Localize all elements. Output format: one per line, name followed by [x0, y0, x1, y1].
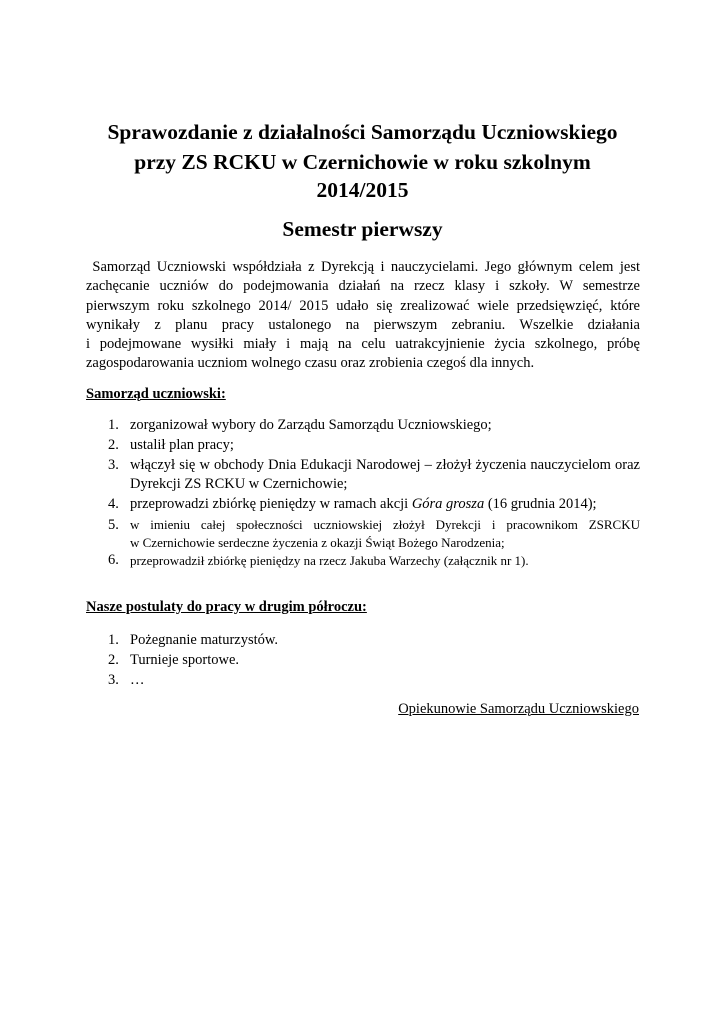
intro-line: Samorząd Uczniowski współdziała z Dyrekcją i nauczycielami. Jego głównym celem jest — [86, 259, 640, 275]
section-subtitle: Semestr pierwszy — [282, 217, 443, 241]
intro-line: zachęcanie uczniów do podejmowania działań na rzecz klasy i szkoły. W semestrze — [86, 278, 640, 295]
list-text: Pożegnanie maturzystów. — [130, 632, 279, 648]
list-text — [130, 495, 640, 514]
list-text — [130, 456, 640, 495]
list-text — [130, 436, 640, 455]
list-text-line: zorganizował wybory do Zarządu Samorządu Uczniowskiego; — [130, 417, 492, 433]
list-number: 3. — [108, 457, 119, 473]
list-text-part: (16 grudnia 2014); — [484, 496, 597, 512]
list-text — [130, 516, 640, 552]
list-number: 4. — [108, 496, 119, 512]
list-number: 3. — [108, 672, 119, 688]
intro-paragraph — [86, 258, 640, 374]
list-number: 5. — [108, 517, 119, 533]
document-title-line-1: Sprawozdanie z działalności Samorządu Uczniowskiego — [107, 120, 618, 144]
list-text-line: włączył się w obchody Dnia Edukacji Narodowej – złożył życzenia nauczycielom oraz — [130, 457, 640, 473]
list-number: 6. — [108, 552, 119, 568]
section-heading-postulaty: Nasze postulaty do pracy w drugim półroczu: — [86, 599, 367, 615]
list-text: Turnieje sportowe. — [130, 652, 240, 668]
list-text-line: w imieniu całej społeczności uczniowskiej złożył Dyrekcji i pracownikom ZSRCKU — [130, 517, 640, 532]
list-text-line: przeprowadził zbiórkę pieniędzy na rzecz Jakuba Warzechy (załącznik nr 1). — [130, 553, 529, 568]
list-text-line: Dyrekcji ZS RCKU w Czernichowie; — [130, 476, 348, 493]
intro-line: i podejmowane wysiłki miały i mają na celu uatrakcyjnienie życia szkolnego, próbę — [86, 336, 640, 353]
list-number: 2. — [108, 652, 119, 668]
intro-line: wynikały z planu pracy ustalonego na pierwszym zebraniu. Wszelkie działania — [86, 316, 640, 333]
list-text-line: w Czernichowie serdeczne życzenia z okazji Świąt Bożego Narodzenia; — [130, 535, 505, 550]
action-name-italic: Góra grosza — [411, 496, 485, 512]
list-number: 2. — [108, 437, 119, 453]
list-number: 1. — [108, 632, 119, 648]
intro-line: zagospodarowania uczniom wolnego czasu oraz zrobienia czegoś dla innych. — [86, 355, 535, 372]
list-number: 1. — [108, 417, 119, 433]
list-text — [130, 416, 640, 435]
list-text-part: przeprowadzi zbiórkę pieniędzy w ramach akcji — [130, 496, 412, 512]
list-text: … — [130, 672, 145, 688]
section-heading-samorzad: Samorząd uczniowski: — [86, 386, 226, 402]
document-title-line-2: przy ZS RCKU w Czernichowie w roku szkolnym — [134, 150, 591, 174]
document-title-line-3: 2014/2015 — [316, 178, 409, 202]
list-text-line: ustalił plan pracy; — [130, 437, 234, 453]
intro-line: pierwszym roku szkolnego 2014/ 2015 udało się zrealizować wiele przedsięwzięć, które — [86, 297, 640, 314]
signature: Opiekunowie Samorządu Uczniowskiego — [398, 701, 639, 717]
list-text — [130, 551, 640, 570]
